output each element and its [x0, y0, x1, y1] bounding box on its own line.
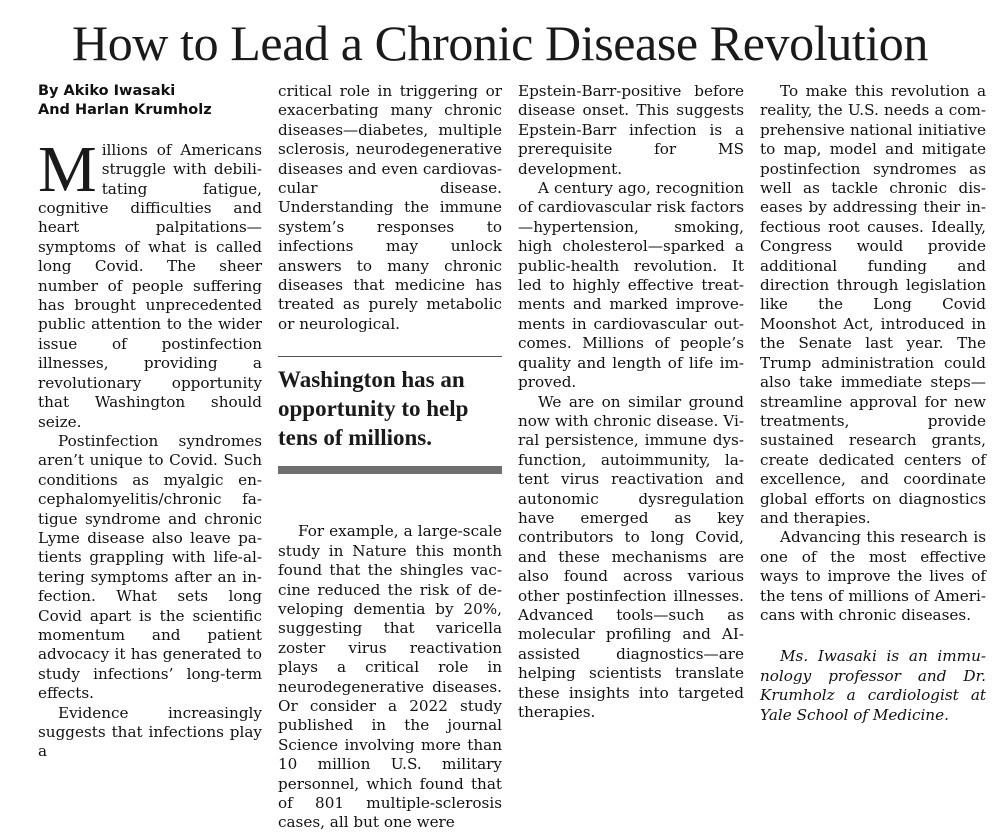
column-3	[518, 82, 744, 722]
column-1	[38, 82, 262, 762]
paragraph-7: To make this revolution a reality, the U.S. needs a comprehensive national initiative to map, model and mitigate postinfection syndromes as well as tackle chronic diseases by addressing their infectious root causes. Ideally, Congress would provide additional funding and direction through legislation like the Long Covid Moonshot Act, introduced in the Senate last year. The Trump administration could also take immediate steps—streamline approval for new treatments, provide sustained research grants, create dedicated centers of excellence, and coordinate global efforts on diagnostics and therapies.	[760, 82, 986, 527]
author-signoff: Ms. Iwasaki is an immunology professor and Dr. Krumholz a cardiologist at Yale School of Medicine.	[760, 647, 986, 724]
byline-author-2: And Harlan Krumholz	[38, 102, 212, 119]
paragraph-4-continued: Epstein-Barr-positive before disease onset. This suggests Epstein-Barr infection is a prerequisite for MS development.	[518, 82, 744, 178]
paragraph-3-continued: critical role in triggering or exacerbating many chronic diseases—diabetes, multiple sclerosis, neurodegenerative diseases and even cardiovascular disease. Understanding the immune system’s responses to infections may unlock answers to many chronic diseases that medicine has treated as purely metabolic or neurological.	[278, 82, 502, 333]
headline: How to Lead a Chronic Disease Revolution	[71, 15, 929, 71]
pull-quote-text: Washington has an opportunity to help tens of millions.	[278, 367, 469, 451]
drop-cap: M	[38, 132, 97, 206]
byline-author-1: By Akiko Iwasaki	[38, 83, 176, 99]
paragraph-2: Postinfection syndromes aren’t unique to Covid. Such conditions as myalgic encephalomyelitis/chronic fatigue syndrome and chronic Lyme disease also leave patients grappling with life-altering symptoms after an infection. What sets long Covid apart is the scientific momentum and patient advocacy it has generated to study infections’ long-term effects.	[38, 431, 262, 703]
column-4	[760, 82, 986, 725]
pull-quote	[278, 356, 502, 474]
lede-text: illions of Americans struggle with debilitating fatigue, cognitive difficulties and heart palpitations—symptoms of what is called long Covid. The sheer number of people suffering has brought unprecedented public attention to the wider issue of postinfection illnesses, providing a revolutionary opportunity that Washington should seize.	[38, 140, 262, 431]
paragraph-4: For example, a large-scale study in Nature this month found that the shingles vaccine reduced the risk of developing dementia by 20%, suggesting that varicella zoster virus reactivation plays a critical role in neurodegenerative diseases. Or consider a 2022 study published in the journal Science involving more than 10 million U.S. military personnel, which found that of 801 multiple-sclerosis cases, all but one were	[278, 522, 502, 832]
paragraph-6: We are on similar ground now with chronic disease. Viral persistence, immune dysfunction, autoimmunity, latent virus reactivation and autonomic dysregulation have emerged as key contributors to long Covid, and these mechanisms are also found across various other postinfection illnesses. Advanced tools—such as molecular profiling and AI-assisted diagnostics—are helping scientists translate these insights into targeted therapies.	[518, 392, 744, 721]
paragraph-3: Evidence increasingly suggests that infections play a	[38, 703, 262, 761]
lede-paragraph	[38, 132, 262, 432]
column-2	[278, 82, 502, 833]
paragraph-8: Advancing this research is one of the most effective ways to improve the lives of the tens of millions of Americans with chronic diseases.	[760, 528, 986, 624]
paragraph-5: A century ago, recognition of cardiovascular risk factors—hypertension, smoking, high cholesterol—sparked a public-health revolution. It led to highly effective treatments and marked improvements in cardiovascular outcomes. Millions of people’s quality and length of life improved.	[518, 179, 744, 392]
byline	[38, 82, 262, 121]
